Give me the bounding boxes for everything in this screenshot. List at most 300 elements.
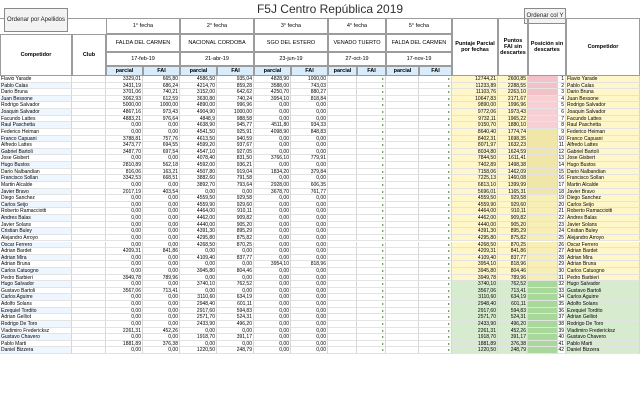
- competitor-name-right: Adrian Bardet: [566, 248, 640, 255]
- cell-marker-icon: ▸: [447, 195, 450, 201]
- fai-cell: 1000,00: [143, 102, 180, 109]
- fai-cell: [357, 235, 386, 242]
- parcial-cell: [386, 242, 419, 249]
- position-flag-cell: [528, 341, 558, 348]
- table-row: [0, 89, 640, 96]
- table-row: [0, 155, 640, 162]
- parcial-cell: [386, 169, 419, 176]
- total-cell: 8071,97: [452, 142, 498, 149]
- parcial-cell: 3588,00: [254, 83, 291, 90]
- position-cell: 6: [558, 109, 566, 116]
- cell-marker-icon: ▸: [447, 347, 450, 353]
- parcial-cell: 2948,40: [180, 301, 217, 308]
- competitor-name-right: Alfredo Lattes: [566, 142, 640, 149]
- fai-cell: 0,00: [143, 122, 180, 129]
- parcial-cell: [328, 155, 357, 162]
- total-cell: 8640,40: [452, 129, 498, 136]
- fai-cell: 841,86: [143, 248, 180, 255]
- cell-marker-icon: ▸: [447, 267, 450, 273]
- fai-total-cell: 870,25: [498, 242, 528, 249]
- parcial-cell: [328, 116, 357, 123]
- fai-cell: [357, 109, 386, 116]
- parcial-cell: [328, 288, 357, 295]
- fai-total-cell: 789,96: [498, 275, 528, 282]
- parcial-cell: 4547,10: [180, 149, 217, 156]
- parcial-cell: 0,00: [254, 175, 291, 182]
- parcial-cell: 0,00: [106, 334, 143, 341]
- fai-cell: 0,00: [143, 202, 180, 209]
- parcial-cell: 3882,60: [180, 175, 217, 182]
- parcial-cell: 4599,20: [180, 142, 217, 149]
- fai-cell: [357, 169, 386, 176]
- fai-cell: 740,21: [143, 89, 180, 96]
- competitor-name: Franco Capuani: [0, 136, 72, 143]
- parcial-cell: 4883,21: [106, 116, 143, 123]
- header-competitor-right: Competidor: [566, 18, 640, 76]
- fai-cell: [357, 222, 386, 229]
- fai-total-cell: 1774,74: [498, 129, 528, 136]
- cell-marker-icon: ▸: [447, 109, 450, 115]
- fai-cell: [419, 261, 452, 268]
- parcial-cell: 0,00: [106, 122, 143, 129]
- cell-marker-icon: ▸: [447, 208, 450, 214]
- competitor-name: Raul Paschetta: [0, 122, 72, 129]
- fai-total-cell: 2288,55: [498, 83, 528, 90]
- competitor-name-right: Roberto Ramacciotti: [566, 208, 640, 215]
- header-date-label: 4° fecha: [328, 18, 386, 34]
- parcial-cell: [328, 347, 357, 354]
- header-parcial: parcial: [328, 66, 357, 76]
- parcial-cell: [328, 136, 357, 143]
- club-cell: [72, 109, 106, 116]
- fai-cell: [357, 281, 386, 288]
- order-by-name-button[interactable]: [4, 8, 68, 32]
- total-cell: 1881,89: [452, 341, 498, 348]
- competitor-name-right: Hugo Bustos: [566, 162, 640, 169]
- club-cell: [72, 275, 106, 282]
- total-cell: 9150,70: [452, 122, 498, 129]
- cell-marker-icon: ▸: [381, 267, 384, 273]
- parcial-cell: 0,00: [106, 202, 143, 209]
- header-date-date: 27-oct-19: [328, 52, 386, 66]
- fai-cell: 0,00: [217, 248, 254, 255]
- table-row: [0, 195, 640, 202]
- club-cell: [72, 136, 106, 143]
- fai-cell: 0,00: [143, 182, 180, 189]
- fai-cell: [419, 142, 452, 149]
- fai-cell: 248,79: [217, 347, 254, 354]
- fai-cell: [419, 341, 452, 348]
- position-cell: 27: [558, 248, 564, 255]
- competitor-name-right: Hugo Salvador: [566, 281, 640, 288]
- header-parcial: parcial: [254, 66, 291, 76]
- header-parcial: parcial: [386, 66, 419, 76]
- cell-marker-icon: ▸: [447, 155, 450, 161]
- position-flag-cell: [528, 195, 558, 202]
- parcial-cell: [328, 96, 357, 103]
- cell-marker-icon: ▸: [381, 89, 384, 95]
- cell-marker-icon: ▸: [447, 82, 450, 88]
- club-cell: [72, 122, 106, 129]
- fai-cell: 0,00: [143, 129, 180, 136]
- fai-cell: [357, 116, 386, 123]
- position-flag-cell: [528, 122, 558, 129]
- parcial-cell: [328, 89, 357, 96]
- position-cell: 28: [558, 254, 564, 261]
- cell-marker-icon: ▸: [381, 162, 384, 168]
- fai-cell: [357, 328, 386, 335]
- parcial-cell: 4586,50: [180, 76, 217, 83]
- parcial-cell: [386, 255, 419, 262]
- parcial-cell: 4462,00: [180, 215, 217, 222]
- parcial-cell: 0,00: [106, 195, 143, 202]
- club-cell: [72, 288, 106, 295]
- total-cell: 6813,10: [452, 182, 498, 189]
- club-cell: [72, 308, 106, 315]
- parcial-cell: 4541,50: [180, 129, 217, 136]
- cell-marker-icon: ▸: [381, 201, 384, 207]
- competitor-name-right: Adolfo Solans: [566, 301, 640, 308]
- header-date-place: FALDA DEL CARMEN: [106, 34, 180, 52]
- total-cell: 11233,89: [452, 83, 498, 90]
- parcial-cell: [328, 341, 357, 348]
- cell-marker-icon: ▸: [447, 314, 450, 320]
- table-row: [0, 96, 640, 103]
- table-row: [0, 202, 640, 209]
- cell-marker-icon: ▸: [381, 241, 384, 247]
- parcial-cell: 4592,00: [180, 162, 217, 169]
- fai-cell: 0,00: [291, 195, 328, 202]
- fai-cell: 0,00: [291, 162, 328, 169]
- parcial-cell: [328, 102, 357, 109]
- total-cell: 4109,40: [452, 255, 498, 262]
- fai-total-cell: 1165,31: [498, 189, 528, 196]
- header-date-date: 23-jun-19: [254, 52, 328, 66]
- position-flag-cell: [528, 208, 558, 215]
- total-cell: 4464,00: [452, 208, 498, 215]
- position-cell: 18: [558, 188, 564, 195]
- fai-cell: [357, 248, 386, 255]
- parcial-cell: [386, 235, 419, 242]
- fai-cell: 859,28: [217, 83, 254, 90]
- competitor-name-right: Facundo Lattes: [566, 116, 640, 123]
- fai-cell: [357, 129, 386, 136]
- fai-total-cell: 1399,99: [498, 182, 528, 189]
- parcial-cell: 4559,90: [180, 202, 217, 209]
- position-flag-cell: [528, 268, 558, 275]
- fai-cell: [357, 89, 386, 96]
- cell-marker-icon: ▸: [447, 287, 450, 293]
- fai-cell: 562,18: [143, 162, 180, 169]
- parcial-cell: 0,00: [180, 341, 217, 348]
- cell-marker-icon: ▸: [381, 95, 384, 101]
- fai-cell: 818,96: [291, 261, 328, 268]
- club-cell: [72, 301, 106, 308]
- club-cell: [72, 116, 106, 123]
- header-date-place: NACIONAL CORDOBA: [180, 34, 254, 52]
- fai-cell: 686,24: [143, 83, 180, 90]
- competitor-name-right: Diego Sanchez: [566, 195, 640, 202]
- total-cell: 4391,30: [452, 228, 498, 235]
- total-cell: 4559,90: [452, 202, 498, 209]
- position-flag-cell: [528, 321, 558, 328]
- parcial-cell: [386, 208, 419, 215]
- competitor-name-right: Adrian Gelliot: [566, 314, 640, 321]
- cell-marker-icon: ▸: [381, 168, 384, 174]
- fai-cell: 0,00: [291, 281, 328, 288]
- parcial-cell: [328, 301, 357, 308]
- cell-marker-icon: ▸: [447, 201, 450, 207]
- position-flag-cell: [528, 182, 558, 189]
- parcial-cell: [386, 142, 419, 149]
- header-date-date: 21-abr-19: [180, 52, 254, 66]
- cell-marker-icon: ▸: [381, 135, 384, 141]
- fai-cell: 0,00: [143, 215, 180, 222]
- total-cell: 7844,50: [452, 155, 498, 162]
- fai-cell: [419, 334, 452, 341]
- parcial-cell: [328, 195, 357, 202]
- fai-cell: [419, 89, 452, 96]
- parcial-cell: [386, 268, 419, 275]
- fai-cell: 601,11: [217, 301, 254, 308]
- cell-marker-icon: ▸: [381, 109, 384, 115]
- competitor-name: Cristian Buley: [0, 228, 72, 235]
- table-row: [0, 301, 640, 308]
- total-cell: 7158,06: [452, 169, 498, 176]
- cell-marker-icon: ▸: [447, 135, 450, 141]
- cell-marker-icon: ▸: [447, 122, 450, 128]
- fai-cell: [419, 102, 452, 109]
- competitor-name-right: Franco Capuani: [566, 136, 640, 143]
- position-flag-cell: [528, 275, 558, 282]
- competitor-name-right: Gabriel Bartoli: [566, 149, 640, 156]
- fai-cell: 927,05: [217, 149, 254, 156]
- competitor-name-right: Pedro Barbieri: [566, 275, 640, 282]
- cell-marker-icon: ▸: [447, 234, 450, 240]
- total-cell: 3567,06: [452, 288, 498, 295]
- parcial-cell: 0,00: [254, 341, 291, 348]
- cell-marker-icon: ▸: [381, 327, 384, 333]
- fai-cell: 0,00: [291, 255, 328, 262]
- header-parcial: parcial: [180, 66, 217, 76]
- parcial-cell: 0,00: [254, 149, 291, 156]
- parcial-cell: 4828,90: [254, 76, 291, 83]
- parcial-cell: [386, 308, 419, 315]
- parcial-cell: [386, 102, 419, 109]
- parcial-cell: [328, 169, 357, 176]
- fai-cell: 0,00: [143, 208, 180, 215]
- position-flag-cell: [528, 129, 558, 136]
- club-cell: [72, 89, 106, 96]
- parcial-cell: 4507,80: [180, 169, 217, 176]
- club-cell: [72, 76, 106, 83]
- table-row: [0, 294, 640, 301]
- fai-cell: 937,67: [217, 142, 254, 149]
- competitor-name: Adrian Bruna: [0, 261, 72, 268]
- club-cell: [72, 314, 106, 321]
- fai-total-cell: 910,11: [498, 208, 528, 215]
- header-parcial: parcial: [106, 66, 143, 76]
- fai-cell: [419, 116, 452, 123]
- cell-marker-icon: ▸: [381, 188, 384, 194]
- parcial-cell: 0,00: [180, 288, 217, 295]
- fai-cell: 0,00: [143, 347, 180, 354]
- position-cell: 4: [558, 96, 566, 103]
- fai-cell: [357, 96, 386, 103]
- position-flag-cell: [528, 136, 558, 143]
- cell-marker-icon: ▸: [381, 208, 384, 214]
- fai-cell: 0,00: [291, 288, 328, 295]
- competitor-name: Jose Gisbert: [0, 155, 72, 162]
- fai-cell: 929,60: [217, 202, 254, 209]
- fai-cell: 895,29: [217, 228, 254, 235]
- fai-total-cell: 929,60: [498, 202, 528, 209]
- competitor-name: Pablo Calas: [0, 83, 72, 90]
- fai-cell: 934,33: [291, 122, 328, 129]
- fai-cell: 0,00: [217, 341, 254, 348]
- parcial-cell: [328, 202, 357, 209]
- table-row: [0, 169, 640, 176]
- parcial-cell: 0,00: [254, 235, 291, 242]
- parcial-cell: 3431,19: [106, 83, 143, 90]
- cell-marker-icon: ▸: [447, 281, 450, 287]
- club-cell: [72, 334, 106, 341]
- parcial-cell: 0,00: [180, 248, 217, 255]
- parcial-cell: [386, 215, 419, 222]
- competitor-name: Rodrigo Salvador: [0, 102, 72, 109]
- position-cell: 9: [558, 129, 566, 136]
- parcial-cell: 4867,16: [106, 109, 143, 116]
- total-cell: 3949,78: [452, 275, 498, 282]
- fai-cell: 0,00: [291, 149, 328, 156]
- club-cell: [72, 235, 106, 242]
- fai-cell: [357, 321, 386, 328]
- position-cell: 36: [558, 307, 564, 314]
- fai-cell: 875,82: [217, 235, 254, 242]
- table-row: [0, 222, 640, 229]
- position-cell: 39: [558, 327, 564, 334]
- fai-cell: 973,43: [143, 109, 180, 116]
- fai-cell: [419, 175, 452, 182]
- fai-total-cell: 841,86: [498, 248, 528, 255]
- position-flag-cell: [528, 308, 558, 315]
- fai-total-cell: 929,58: [498, 195, 528, 202]
- parcial-cell: 2571,70: [180, 314, 217, 321]
- competitor-name-right: Gustavo Bartoli: [566, 288, 640, 295]
- table-row: [0, 182, 640, 189]
- fai-cell: 0,00: [291, 301, 328, 308]
- fai-cell: 0,00: [291, 334, 328, 341]
- fai-cell: 919,04: [217, 169, 254, 176]
- parcial-cell: 3949,78: [106, 275, 143, 282]
- fai-total-cell: 837,77: [498, 255, 528, 262]
- fai-cell: 606,35: [291, 182, 328, 189]
- parcial-cell: 0,00: [254, 102, 291, 109]
- parcial-cell: 0,00: [254, 288, 291, 295]
- total-cell: 2571,70: [452, 314, 498, 321]
- parcial-cell: 0,00: [106, 294, 143, 301]
- fai-cell: 0,00: [291, 328, 328, 335]
- header-competitor: Competidor: [0, 34, 72, 76]
- header-fai: FAI: [143, 66, 180, 76]
- parcial-cell: [328, 175, 357, 182]
- position-flag-cell: [528, 89, 558, 96]
- header-date-label: 2° fecha: [180, 18, 254, 34]
- fai-cell: [419, 235, 452, 242]
- cell-marker-icon: ▸: [447, 261, 450, 267]
- parcial-cell: 3342,53: [106, 175, 143, 182]
- table-row: [0, 242, 640, 249]
- position-cell: 14: [558, 162, 564, 169]
- parcial-cell: [386, 109, 419, 116]
- table-row: [0, 235, 640, 242]
- cell-marker-icon: ▸: [381, 294, 384, 300]
- table-row: [0, 189, 640, 196]
- parcial-cell: [386, 321, 419, 328]
- competitor-name-right: Dario Nalbandian: [566, 169, 640, 176]
- fai-cell: 0,00: [143, 261, 180, 268]
- position-cell: 42: [558, 347, 564, 354]
- parcial-cell: [386, 83, 419, 90]
- parcial-cell: [386, 89, 419, 96]
- page-title: F5J Centro República 2019: [256, 2, 404, 16]
- fai-cell: [419, 208, 452, 215]
- position-flag-cell: [528, 202, 558, 209]
- position-cell: 12: [558, 148, 564, 155]
- club-cell: [72, 102, 106, 109]
- parcial-cell: 0,00: [254, 294, 291, 301]
- header-date-date: 17-feb-19: [106, 52, 180, 66]
- competitor-name: Adolfo Solans: [0, 301, 72, 308]
- fai-cell: [419, 96, 452, 103]
- cell-marker-icon: ▸: [381, 175, 384, 181]
- total-cell: 2948,40: [452, 301, 498, 308]
- fai-cell: 0,00: [291, 202, 328, 209]
- parcial-cell: [328, 321, 357, 328]
- parcial-cell: [328, 129, 357, 136]
- parcial-cell: [386, 182, 419, 189]
- fai-cell: [419, 109, 452, 116]
- competitor-name: Facundo Lattes: [0, 116, 72, 123]
- parcial-cell: 2917,60: [180, 308, 217, 315]
- position-cell: 23: [558, 221, 564, 228]
- position-cell: 21: [558, 208, 564, 215]
- club-cell: [72, 347, 106, 354]
- parcial-cell: 0,00: [254, 334, 291, 341]
- table-row: [0, 255, 640, 262]
- total-cell: 4268,50: [452, 242, 498, 249]
- position-cell: 33: [558, 287, 564, 294]
- parcial-cell: 3152,00: [180, 89, 217, 96]
- header-date-label: 5° fecha: [386, 18, 452, 34]
- fai-cell: [419, 76, 452, 83]
- competitor-name-right: Javier Solans: [566, 222, 640, 229]
- parcial-cell: 3473,77: [106, 142, 143, 149]
- club-cell: [72, 162, 106, 169]
- cell-marker-icon: ▸: [447, 175, 450, 181]
- parcial-cell: [328, 248, 357, 255]
- fai-cell: 391,17: [217, 334, 254, 341]
- fai-total-cell: 895,29: [498, 228, 528, 235]
- parcial-cell: [386, 116, 419, 123]
- position-cell: 37: [558, 314, 564, 321]
- competitor-name-right: Juan Bessone: [566, 96, 640, 103]
- fai-cell: [357, 288, 386, 295]
- competitor-name: Alfredo Lattes: [0, 142, 72, 149]
- table-row: [0, 208, 640, 215]
- club-cell: [72, 255, 106, 262]
- competitor-name: Roberto Ramacciotti: [0, 208, 72, 215]
